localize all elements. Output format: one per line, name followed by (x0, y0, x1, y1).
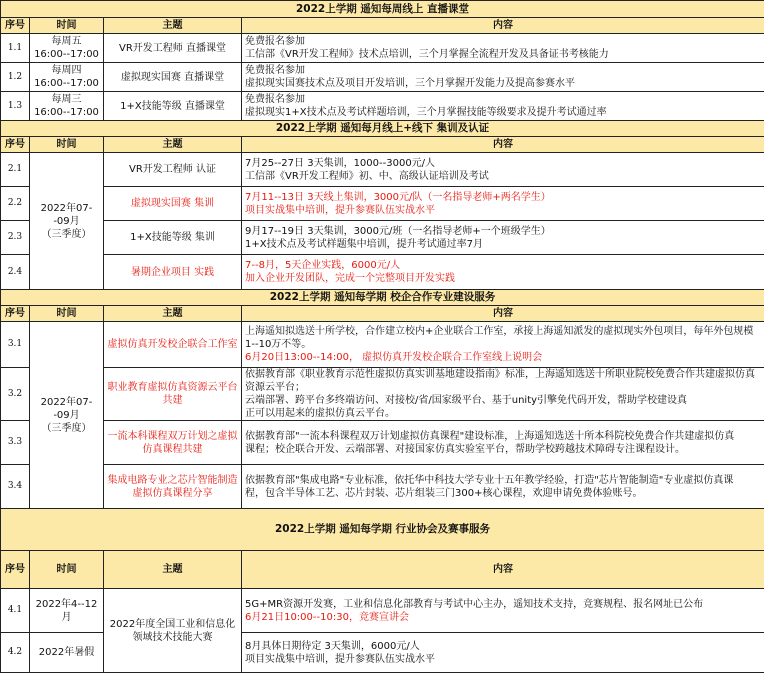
row-time: 2022年4--12月 (30, 589, 104, 633)
table-row (1, 92, 764, 121)
row-topic: 虚拟仿真开发校企联合工作室 (104, 322, 242, 368)
header-no: 序号 (1, 18, 30, 34)
row-number: 4.2 (1, 633, 30, 673)
row-topic: 1+X技能等级 直播课堂 (104, 92, 242, 121)
table-row (1, 153, 764, 187)
row-topic: 集成电路专业之芯片智能制造 虚拟仿真课程分享 (104, 465, 242, 509)
header-no: 序号 (1, 306, 30, 322)
row-number: 1.3 (1, 92, 30, 121)
row-content: 免费报名参加 工信部《VR开发工程师》技术点培训，三个月掌握全流程开发及具备证书考核能力 (242, 34, 764, 63)
section-title: 2022上学期 遥知每月线上+线下 集训及认证 (1, 121, 764, 137)
header-topic: 主题 (104, 18, 242, 34)
row-topic: VR开发工程师 直播课堂 (104, 34, 242, 63)
table-row (1, 34, 764, 63)
row-number: 2.1 (1, 153, 30, 187)
row-content: 免费报名参加 虚拟现实1+X技术点及考试样题培训，三个月掌握技能等级要求及提升考试通过率 (242, 92, 764, 121)
row-time: 每周五 16:00--17:00 (30, 34, 104, 63)
row-number: 2.4 (1, 255, 30, 290)
row-content: 7月11--13日 3天线上集训，3000元/队（一名指导老师+两名学生） 项目实战集中培训，提升参赛队伍实战水平 (242, 187, 764, 221)
header-time: 时间 (30, 137, 104, 153)
header-time: 时间 (30, 306, 104, 322)
table-row (1, 368, 764, 421)
header-time: 时间 (30, 18, 104, 34)
table-row (1, 322, 764, 368)
header-content: 内容 (242, 306, 764, 322)
row-topic: 职业教育虚拟仿真资源云平台 共建 (104, 368, 242, 421)
row-number: 3.2 (1, 368, 30, 421)
header-no: 序号 (1, 551, 30, 589)
table-row (1, 589, 764, 633)
row-time: 每周四 16:00--17:00 (30, 63, 104, 92)
row-number: 3.1 (1, 322, 30, 368)
row-number: 2.3 (1, 221, 30, 255)
row-content: 上海遥知拟选送十所学校，合作建立校内+企业联合工作室，承接上海遥知派发的虚拟现实外包项目，每年外包规模 1--10万不等。 6月20日13:00--14:00， 虚拟仿真开发校企联合工作室线上说明会 (242, 322, 764, 368)
row-topic: 1+X技能等级 集训 (104, 221, 242, 255)
row-number: 1.2 (1, 63, 30, 92)
row-time: 2022年暑假 (30, 633, 104, 673)
row-topic: 一流本科课程双万计划之虚拟 仿真课程共建 (104, 421, 242, 465)
row-topic-merged: 2022年度全国工业和信息化 领域技术技能大赛 (104, 589, 242, 673)
row-content: 5G+MR资源开发赛，工业和信息化部教育与考试中心主办，遥知技术支持，竞赛规程、报名网址已公布 6月21日10:00--10:30，竞赛宣讲会 (242, 589, 764, 633)
row-content: 7--8月，5天企业实践，6000元/人 加入企业开发团队，完成一个完整项目开发实践 (242, 255, 764, 290)
row-topic: 暑期企业项目 实践 (104, 255, 242, 290)
section-title: 2022上学期 遥知每周线上 直播课堂 (1, 1, 764, 18)
header-content: 内容 (242, 18, 764, 34)
table-row (1, 221, 764, 255)
row-number: 2.2 (1, 187, 30, 221)
row-content: 免费报名参加 虚拟现实国赛技术点及项目开发培训，三个月掌握开发能力及提高参赛水平 (242, 63, 764, 92)
row-time-merged: 2022年07--09月 （三季度） (30, 153, 104, 290)
row-topic: 虚拟现实国赛 直播课堂 (104, 63, 242, 92)
header-topic: 主题 (104, 137, 242, 153)
row-content: 依据教育部"一流本科课程双万计划虚拟仿真课程"建设标准，上海遥知选送十所本科院校免费合作共建虚拟仿真 课程；校企联合开发、云端部署、对接国家仿真实验室平台，帮助学校跨越技术障碍专注课程设计。 (242, 421, 764, 465)
header-topic: 主题 (104, 306, 242, 322)
section-title: 2022上学期 遥知每学期 校企合作专业建设服务 (1, 290, 764, 306)
header-topic: 主题 (104, 551, 242, 589)
header-content: 内容 (242, 137, 764, 153)
table-row (1, 255, 764, 290)
row-content: 依据教育部"集成电路"专业标准，依托华中科技大学专业十五年教学经验，打造"芯片智能制造"专业虚拟仿真课 程，包含半导体工艺、芯片封装、芯片组装三门300+核心课程，欢迎申请免费体验账号。 (242, 465, 764, 509)
header-time: 时间 (30, 551, 104, 589)
row-number: 3.4 (1, 465, 30, 509)
row-number: 4.1 (1, 589, 30, 633)
row-content: 9月17--19日 3天集训，3000元/班（一名指导老师+一个班级学生） 1+X技术点及考试样题集中培训，提升考试通过率7月 (242, 221, 764, 255)
section-title: 2022上学期 遥知每学期 行业协会及赛事服务 (1, 509, 764, 551)
table-row (1, 187, 764, 221)
row-topic: 虚拟现实国赛 集训 (104, 187, 242, 221)
row-time-merged: 2022年07--09月 （三季度） (30, 322, 104, 509)
row-time: 每周三 16:00--17:00 (30, 92, 104, 121)
table-row (1, 421, 764, 465)
header-no: 序号 (1, 137, 30, 153)
table-row (1, 63, 764, 92)
row-content: 8月具体日期待定 3天集训，6000元/人 项目实战集中培训，提升参赛队伍实战水平 (242, 633, 764, 673)
row-number: 1.1 (1, 34, 30, 63)
header-content: 内容 (242, 551, 764, 589)
row-number: 3.3 (1, 421, 30, 465)
row-content: 依据教育部《职业教育示范性虚拟仿真实训基地建设指南》标准，上海遥知选送十所职业院校免费合作共建虚拟仿真 资源云平台； 云端部署、跨平台多终端访问、对接校/省/国家级平台、基于unity引擎免代码开发，帮助学校建设真 正可以用起来的虚拟仿真云平台。 (242, 368, 764, 421)
row-content: 7月25--27日 3天集训，1000--3000元/人 工信部《VR开发工程师》初、中、高级认证培训及考试 (242, 153, 764, 187)
row-topic: VR开发工程师 认证 (104, 153, 242, 187)
table-row (1, 465, 764, 509)
